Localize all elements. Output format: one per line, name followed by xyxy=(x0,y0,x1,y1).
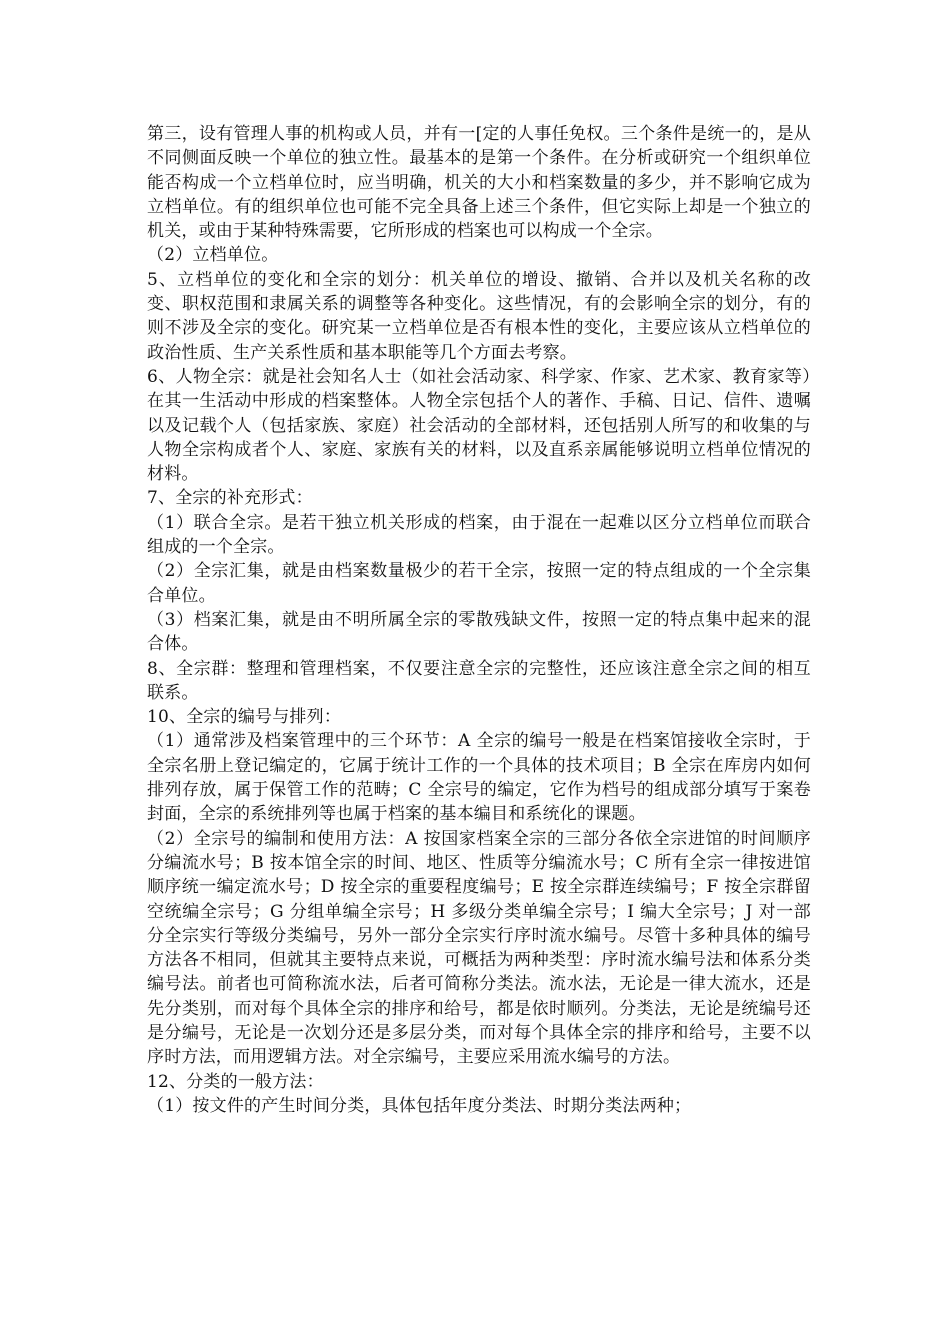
paragraph-unit-changes: 5、立档单位的变化和全宗的划分：机关单位的增设、撤销、合并以及机关名称的改变、职权范围和隶属关系的调整等各种变化。这些情况，有的会影响全宗的划分，有的则不涉及全宗的变化。研究某一立档单位是否有根本性的变化，主要应该从立档单位的政治性质、生产关系性质和基本职能等几个方面去考察。 xyxy=(147,269,811,363)
paragraph-numbering-methods: （2）全宗号的编制和使用方法：A 按国家档案全宗的三部分各依全宗进馆的时间顺序分编流水号；B 按本馆全宗的时间、地区、性质等分编流水号；C 所有全宗一律按进馆顺序统一编定流水号；D 按全宗的重要程度编号；E 按全宗群连续编号；F 按全宗群留空统编全宗号；G 分组单编全宗号；H 多级分类单编全宗号；I 编大全宗号；J 对一部分全宗实行等级分类编号，另外一部分全宗实行序时流水编号。尽管十多种具体的编号方法各不相同，但就其主要特点来说，可概括为两种类型：序时流水编号法和体系分类编号法。前者也可简称流水法，后者可简称分类法。流水法，无论是一律大流水，还是先分类别，而对每个具体全宗的排序和给号，都是依时顺列。分类法，无论是统编号还是分编号，无论是一次划分还是多层分类，而对每个具体全宗的排序和给号，主要不以序时方法，而用逻辑方法。对全宗编号，主要应采用流水编号的方法。 xyxy=(147,828,811,1068)
heading-supplementary-forms: 7、全宗的补充形式： xyxy=(147,488,313,509)
heading-classification-methods: 12、分类的一般方法： xyxy=(147,1071,324,1092)
paragraph-archive-collection: （3）档案汇集，就是由不明所属全宗的零散残缺文件，按照一定的特点集中起来的混合体。 xyxy=(147,609,811,655)
heading-fonds-numbering: 10、全宗的编号与排列： xyxy=(147,707,342,728)
paragraph-person-fonds: 6、人物全宗：就是社会知名人士（如社会活动家、科学家、作家、艺术家、教育家等）在其一生活动中形成的档案整体。人物全宗包括个人的著作、手稿、日记、信件、遗嘱以及记载个人（包括家族、家庭）社会活动的全部材料，还包括别人所写的和收集的与人物全宗构成者个人、家庭、家族有关的材料，以及直系亲属能够说明立档单位情况的材料。 xyxy=(147,366,811,485)
paragraph-joint-fonds: （1）联合全宗。是若干独立机关形成的档案，由于混在一起难以区分立档单位而联合组成的一个全宗。 xyxy=(147,512,811,558)
paragraph-time-classification: （1）按文件的产生时间分类，具体包括年度分类法、时期分类法两种； xyxy=(147,1095,692,1116)
paragraph-independence-conditions: 第三，设有管理人事的机构或人员，并有一[定的人事任免权。三个条件是统一的，是从不同侧面反映一个单位的独立性。最基本的是第一个条件。在分析或研究一个组织单位能否构成一个立档单位时，应当明确，机关的大小和档案数量的多少，并不影响它成为立档单位。有的组织单位也可能不完全具备上述三个条件，但它实际上却是一个独立的机关，或由于某种特殊需要，它所形成的档案也可以构成一个全宗。 xyxy=(147,124,811,242)
paragraph-three-links: （1）通常涉及档案管理中的三个环节：A 全宗的编号一般是在档案馆接收全宗时，于全宗名册上登记编定的，它属于统计工作的一个具体的技术项目；B 全宗在库房内如何排列存放，属于保管工作的范畴；C 全宗号的编定，它作为档号的组成部分填写于案卷封面，全宗的系统排列等也属于档案的基本编目和系统化的课题。 xyxy=(147,731,811,825)
paragraph-archive-unit: （2）立档单位。 xyxy=(147,245,279,266)
paragraph-fonds-group: 8、全宗群：整理和管理档案，不仅要注意全宗的完整性，还应该注意全宗之间的相互联系。 xyxy=(147,658,811,703)
document-page xyxy=(147,122,811,1118)
paragraph-fonds-collection: （2）全宗汇集，就是由档案数量极少的若干全宗，按照一定的特点组成的一个全宗集合单位。 xyxy=(147,561,811,606)
